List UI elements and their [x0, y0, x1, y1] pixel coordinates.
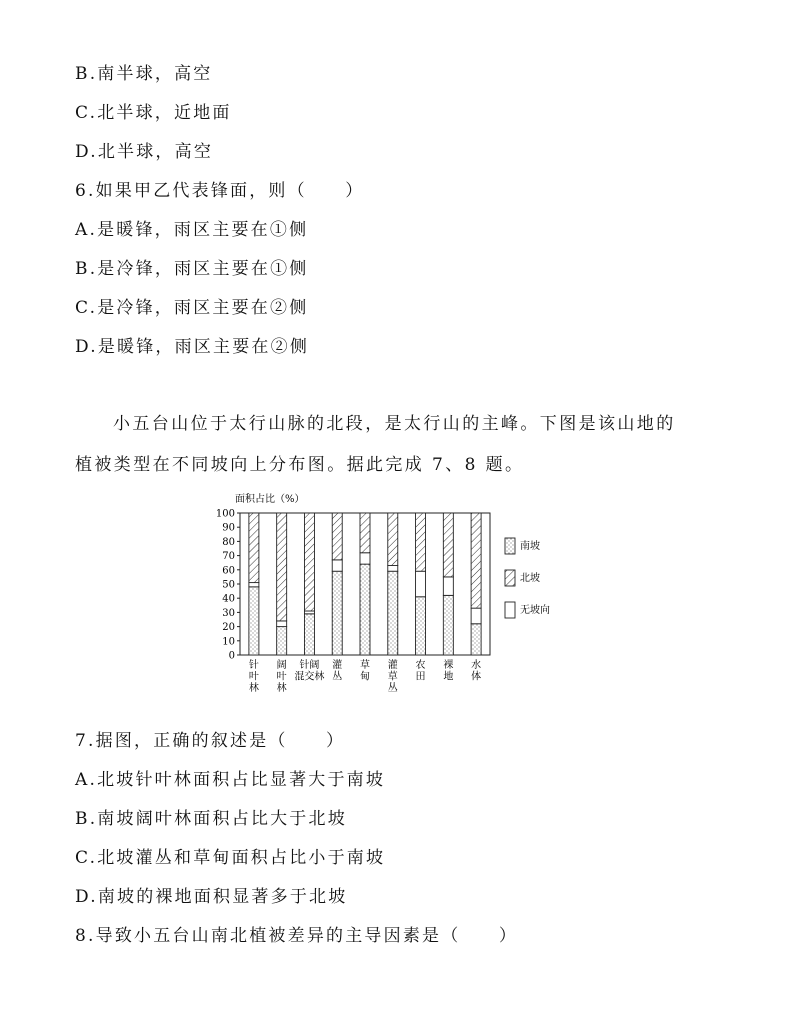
y-tick-label: 30 — [222, 607, 235, 619]
legend-label: 南坡 — [520, 541, 540, 552]
y-tick-label: 90 — [222, 522, 235, 534]
question-7-option-c: C.北坡灌丛和草甸面积占比小于南坡 — [75, 848, 386, 868]
passage-line-1: 小五台山位于太行山脉的北段，是太行山的主峰。下图是该山地的 — [113, 414, 676, 434]
bar-segment — [471, 608, 481, 624]
question-6-option-d: D.是暖锋，雨区主要在②侧 — [75, 337, 310, 357]
question-7-stem: 7.据图，正确的叙述是（ ） — [75, 731, 346, 751]
y-tick-label: 20 — [222, 622, 235, 634]
y-tick-label: 100 — [215, 508, 235, 520]
passage-line-2: 植被类型在不同坡向上分布图。据此完成 7、8 题。 — [75, 455, 525, 475]
bar-segment — [332, 560, 342, 571]
question-8-stem: 8.导致小五台山南北植被差异的主导因素是（ ） — [75, 926, 519, 946]
y-tick-label: 10 — [222, 636, 235, 648]
category-label: 林 — [276, 683, 287, 694]
option-c-prev: C.北半球，近地面 — [75, 103, 232, 123]
bar-segment — [277, 627, 287, 655]
category-label: 叶 — [276, 671, 287, 683]
y-tick-label: 50 — [222, 579, 235, 591]
category-label: 体 — [471, 671, 482, 683]
question-7-option-d: D.南坡的裸地面积显著多于北坡 — [75, 887, 348, 907]
bar-segment — [443, 513, 453, 577]
category-label: 裸 — [443, 660, 454, 671]
question-6-option-c: C.是冷锋，雨区主要在②侧 — [75, 298, 309, 318]
bar-segment — [304, 614, 314, 655]
category-label: 针阔 — [299, 660, 320, 671]
bar-segment — [388, 566, 398, 572]
bar-segment — [304, 513, 314, 611]
y-tick-label: 80 — [222, 536, 235, 548]
bar-segment — [388, 571, 398, 655]
category-label: 农 — [415, 660, 426, 671]
question-6-stem: 6.如果甲乙代表锋面，则（ ） — [75, 181, 365, 201]
option-b-prev: B.南半球，高空 — [75, 64, 213, 84]
option-d-prev: D.北半球，高空 — [75, 142, 214, 162]
question-6-option-b: B.是冷锋，雨区主要在①侧 — [75, 259, 309, 279]
bar-segment — [443, 577, 453, 595]
category-label: 混交林 — [294, 671, 325, 683]
bar-segment — [416, 513, 426, 571]
bar-segment — [416, 597, 426, 655]
bar-segment — [332, 513, 342, 560]
category-label: 灌 — [332, 660, 343, 671]
legend — [505, 538, 550, 618]
category-label: 针 — [248, 660, 259, 671]
bar-segment — [249, 513, 259, 583]
bar-segment — [277, 621, 287, 627]
bar-segment — [360, 564, 370, 655]
y-tick-label: 40 — [222, 593, 235, 605]
bar-segment — [249, 583, 259, 587]
bar-segment — [471, 513, 481, 608]
category-label: 丛 — [332, 671, 343, 683]
bar-segment — [360, 553, 370, 564]
bar-segment — [416, 571, 426, 597]
bar-segment — [249, 587, 259, 655]
category-labels — [249, 658, 481, 694]
y-tick-label: 0 — [228, 650, 235, 662]
y-axis-title: 面积占比（%） — [235, 494, 305, 505]
bar-segment — [360, 513, 370, 553]
y-tick-label: 60 — [222, 565, 235, 577]
question-6-option-a: A.是暖锋，雨区主要在①侧 — [75, 220, 309, 240]
category-label: 灌 — [387, 660, 398, 671]
bar-segment — [471, 624, 481, 655]
vegetation-chart-svg — [200, 488, 570, 703]
category-label: 草 — [360, 660, 370, 671]
bar-segment — [332, 571, 342, 655]
y-tick-label: 70 — [222, 551, 235, 563]
vegetation-chart — [200, 488, 570, 703]
category-label: 田 — [415, 671, 426, 683]
category-label: 水 — [471, 660, 482, 671]
legend-label: 北坡 — [520, 573, 540, 584]
legend-swatch — [505, 538, 515, 554]
legend-swatch — [505, 570, 515, 586]
category-label: 叶 — [248, 671, 259, 683]
category-label: 地 — [443, 671, 454, 683]
bar-segment — [388, 513, 398, 566]
legend-swatch — [505, 602, 515, 618]
question-7-option-b: B.南坡阔叶林面积占比大于北坡 — [75, 809, 347, 829]
question-7-option-a: A.北坡针叶林面积占比显著大于南坡 — [75, 770, 386, 790]
category-label: 丛 — [387, 683, 398, 694]
legend-label: 无坡向 — [520, 605, 550, 616]
category-label: 甸 — [360, 671, 370, 683]
bars-group — [249, 513, 481, 655]
category-label: 林 — [248, 683, 259, 694]
category-label: 草 — [387, 671, 398, 683]
bar-segment — [443, 595, 453, 655]
category-label: 阔 — [276, 660, 287, 671]
bar-segment — [277, 513, 287, 621]
